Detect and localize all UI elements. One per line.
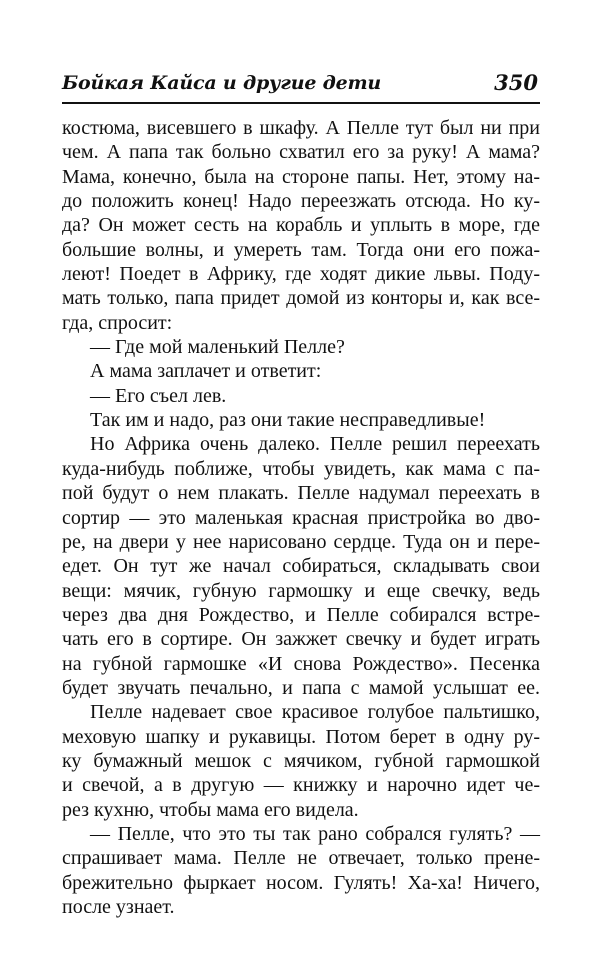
text-line: будет звучать печально, и папа с мамой услышат ее. <box>62 676 540 699</box>
text-line: чем. А папа так больно схватил его за руку! А мама? <box>62 141 540 164</box>
text-line: и свечой, а в другую — книжку и нарочно идет че- <box>62 774 540 797</box>
text-line: рез кухню, чтобы мама его видела. <box>62 798 359 821</box>
text-line: А мама заплачет и ответит: <box>90 360 322 383</box>
text-line: Мама, конечно, была на стороне папы. Нет, этому на- <box>62 165 540 188</box>
text-line: костюма, висевшего в шкафу. А Пелле тут был ни при <box>62 117 540 139</box>
text-line: едет. Он тут же начал собираться, складывать свои <box>62 555 540 578</box>
header-rule <box>62 102 540 104</box>
text-line: гда, спросит: <box>62 311 173 334</box>
text-line: куда-нибудь поближе, чтобы увидеть, как мама с па- <box>62 457 540 480</box>
body-text <box>62 116 540 919</box>
text-line: Так им и надо, раз они такие несправедливые! <box>90 409 486 432</box>
text-line: на губной гармошке «И снова Рождество». Песенка <box>62 652 540 675</box>
text-line: пой будут о нем плакать. Пелле надумал переехать в <box>62 482 540 505</box>
text-line: чать его в сортире. Он зажжет свечку и будет играть <box>62 628 540 651</box>
text-line: до положить конец! Надо переезжать отсюда. Но ку- <box>62 190 540 213</box>
text-line: большие волны, и умереть там. Тогда они его пожа- <box>62 238 540 261</box>
dialogue-line: — Пелле, что это ты так рано собрался гулять? — <box>90 822 540 845</box>
text-line: вещи: мячик, губную гармошку и еще свечку, ведь <box>62 579 540 602</box>
text-line: через два дня Рождество, и Пелле собирался встре- <box>62 603 540 626</box>
text-line: сортир — это маленькая красная пристройка во дво- <box>62 506 540 529</box>
text-line: меховую шапку и рукавицы. Потом берет в одну ру- <box>62 725 540 748</box>
text-line: ре, на двери у нее нарисовано сердце. Туда он и пере- <box>62 530 540 553</box>
text-line: спрашивает мама. Пелле не отвечает, только прене- <box>62 847 540 870</box>
text-line: леют! Поедет в Африку, где ходят дикие львы. Поду- <box>62 263 540 286</box>
text-line: брежительно фыркает носом. Гулять! Ха-ха! Ничего, <box>62 871 540 894</box>
dialogue-line: — Где мой маленький Пелле? <box>90 336 345 359</box>
book-title: Бойкая Кайса и другие дети <box>62 72 382 94</box>
dialogue-line: — Его съел лев. <box>90 384 227 407</box>
text-line: да? Он может сесть на корабль и уплыть в море, где <box>62 214 540 237</box>
text-line: Пелле надевает свое красивое голубое пальтишко, <box>90 701 540 724</box>
text-line: после узнает. <box>62 896 175 918</box>
text-line: ку бумажный мешок с мячиком, губной гармошкой <box>62 749 540 772</box>
text-line: мать только, папа придет домой из конторы и, как все- <box>62 287 540 310</box>
running-header <box>62 70 540 100</box>
page-number: 350 <box>494 70 538 95</box>
text-line: Но Африка очень далеко. Пелле решил переехать <box>90 433 540 456</box>
